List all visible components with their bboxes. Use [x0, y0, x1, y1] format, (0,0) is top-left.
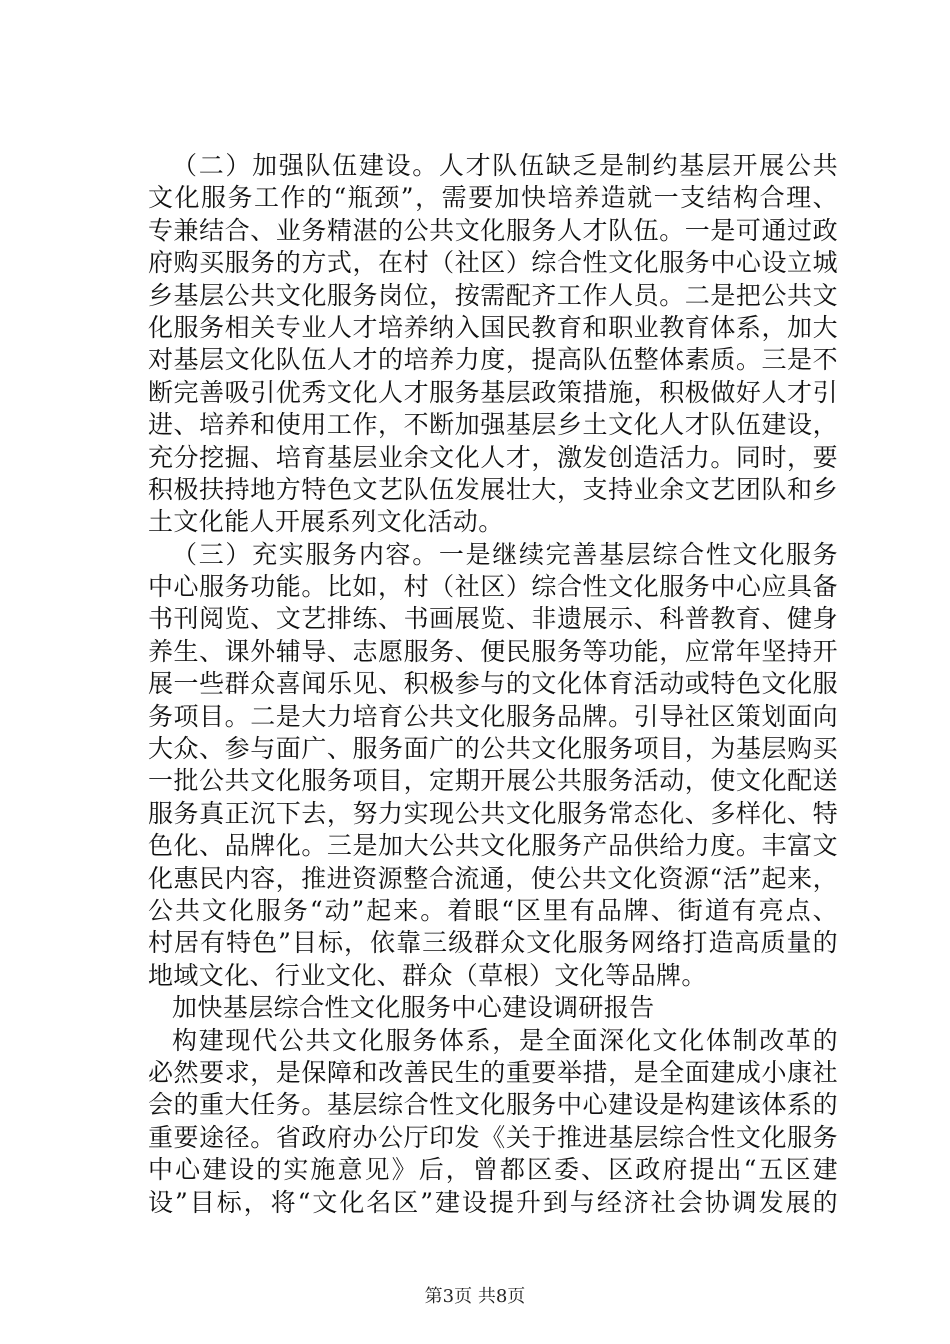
- document-body: [148, 150, 838, 1219]
- paragraph-line: 乡基层公共文化服务岗位，按需配齐工作人员。二是把公共文: [148, 280, 838, 310]
- paragraph-line: 化惠民内容，推进资源整合流通，使公共文化资源“活”起来，: [148, 863, 838, 893]
- paragraph-line: 进、培养和使用工作，不断加强基层乡土文化人才队伍建设，: [148, 410, 838, 440]
- paragraph-line: 服务真正沉下去，努力实现公共文化服务常态化、多样化、特: [148, 798, 838, 828]
- paragraph-line: 色化、品牌化。三是加大公共文化服务产品供给力度。丰富文: [148, 831, 838, 861]
- page-number-footer: 第3页 共8页: [424, 1286, 526, 1307]
- paragraph-line: 对基层文化队伍人才的培养力度，提高队伍整体素质。三是不: [148, 345, 838, 375]
- paragraph-line: 书刊阅览、文艺排练、书画展览、非遗展示、科普教育、健身: [148, 604, 838, 634]
- paragraph-line: 府购买服务的方式，在村（社区）综合性文化服务中心设立城: [148, 248, 838, 278]
- paragraph-line: 公共文化服务“动”起来。着眼“区里有品牌、街道有亮点、: [148, 895, 838, 925]
- paragraph-line: 化服务相关专业人才培养纳入国民教育和职业教育体系，加大: [148, 312, 838, 342]
- paragraph-line: 村居有特色”目标，依靠三级群众文化服务网络打造高质量的: [148, 928, 838, 958]
- paragraph-line: 重要途径。省政府办公厅印发《关于推进基层综合性文化服务: [148, 1122, 838, 1152]
- paragraph-line: 养生、课外辅导、志愿服务、便民服务等功能，应常年坚持开: [148, 636, 838, 666]
- paragraph-line: 积极扶持地方特色文艺队伍发展壮大，支持业余文艺团队和乡: [148, 474, 838, 504]
- paragraph-line: 地域文化、行业文化、群众（草根）文化等品牌。: [148, 960, 707, 990]
- paragraph-line: 展一些群众喜闻乐见、积极参与的文化体育活动或特色文化服: [148, 669, 838, 699]
- paragraph-line: （二）加强队伍建设。人才队伍缺乏是制约基层开展公共: [172, 151, 838, 180]
- paragraph-line: 构建现代公共文化服务体系，是全面深化文化体制改革的: [172, 1025, 838, 1055]
- paragraph-line: 土文化能人开展系列文化活动。: [148, 507, 504, 537]
- paragraph-line: 设”目标，将“文化名区”建设提升到与经济社会协调发展的: [148, 1187, 838, 1217]
- paragraph-line: 务项目。二是大力培育公共文化服务品牌。引导社区策划面向: [148, 701, 838, 731]
- paragraph-line: 专兼结合、业务精湛的公共文化服务人才队伍。一是可通过政: [148, 215, 838, 245]
- paragraph-line: 中心服务功能。比如，村（社区）综合性文化服务中心应具备: [148, 572, 838, 602]
- paragraph-line: 中心建设的实施意见》后，曾都区委、区政府提出“五区建: [148, 1155, 838, 1185]
- section-title: 加快基层综合性文化服务中心建设调研报告: [172, 993, 655, 1023]
- paragraph-line: 必然要求，是保障和改善民生的重要举措，是全面建成小康社: [148, 1057, 838, 1087]
- paragraph-line: 充分挖掘、培育基层业余文化人才，激发创造活力。同时，要: [148, 442, 838, 472]
- paragraph-line: 一批公共文化服务项目，定期开展公共服务活动，使文化配送: [148, 766, 838, 796]
- paragraph-line: 断完善吸引优秀文化人才服务基层政策措施，积极做好人才引: [148, 377, 838, 407]
- paragraph-line: （三）充实服务内容。一是继续完善基层综合性文化服务: [172, 539, 838, 569]
- paragraph-line: 文化服务工作的“瓶颈”，需要加快培养造就一支结构合理、: [148, 183, 838, 213]
- paragraph-line: 大众、参与面广、服务面广的公共文化服务项目，为基层购买: [148, 734, 838, 764]
- paragraph-line: 会的重大任务。基层综合性文化服务中心建设是构建该体系的: [148, 1090, 838, 1120]
